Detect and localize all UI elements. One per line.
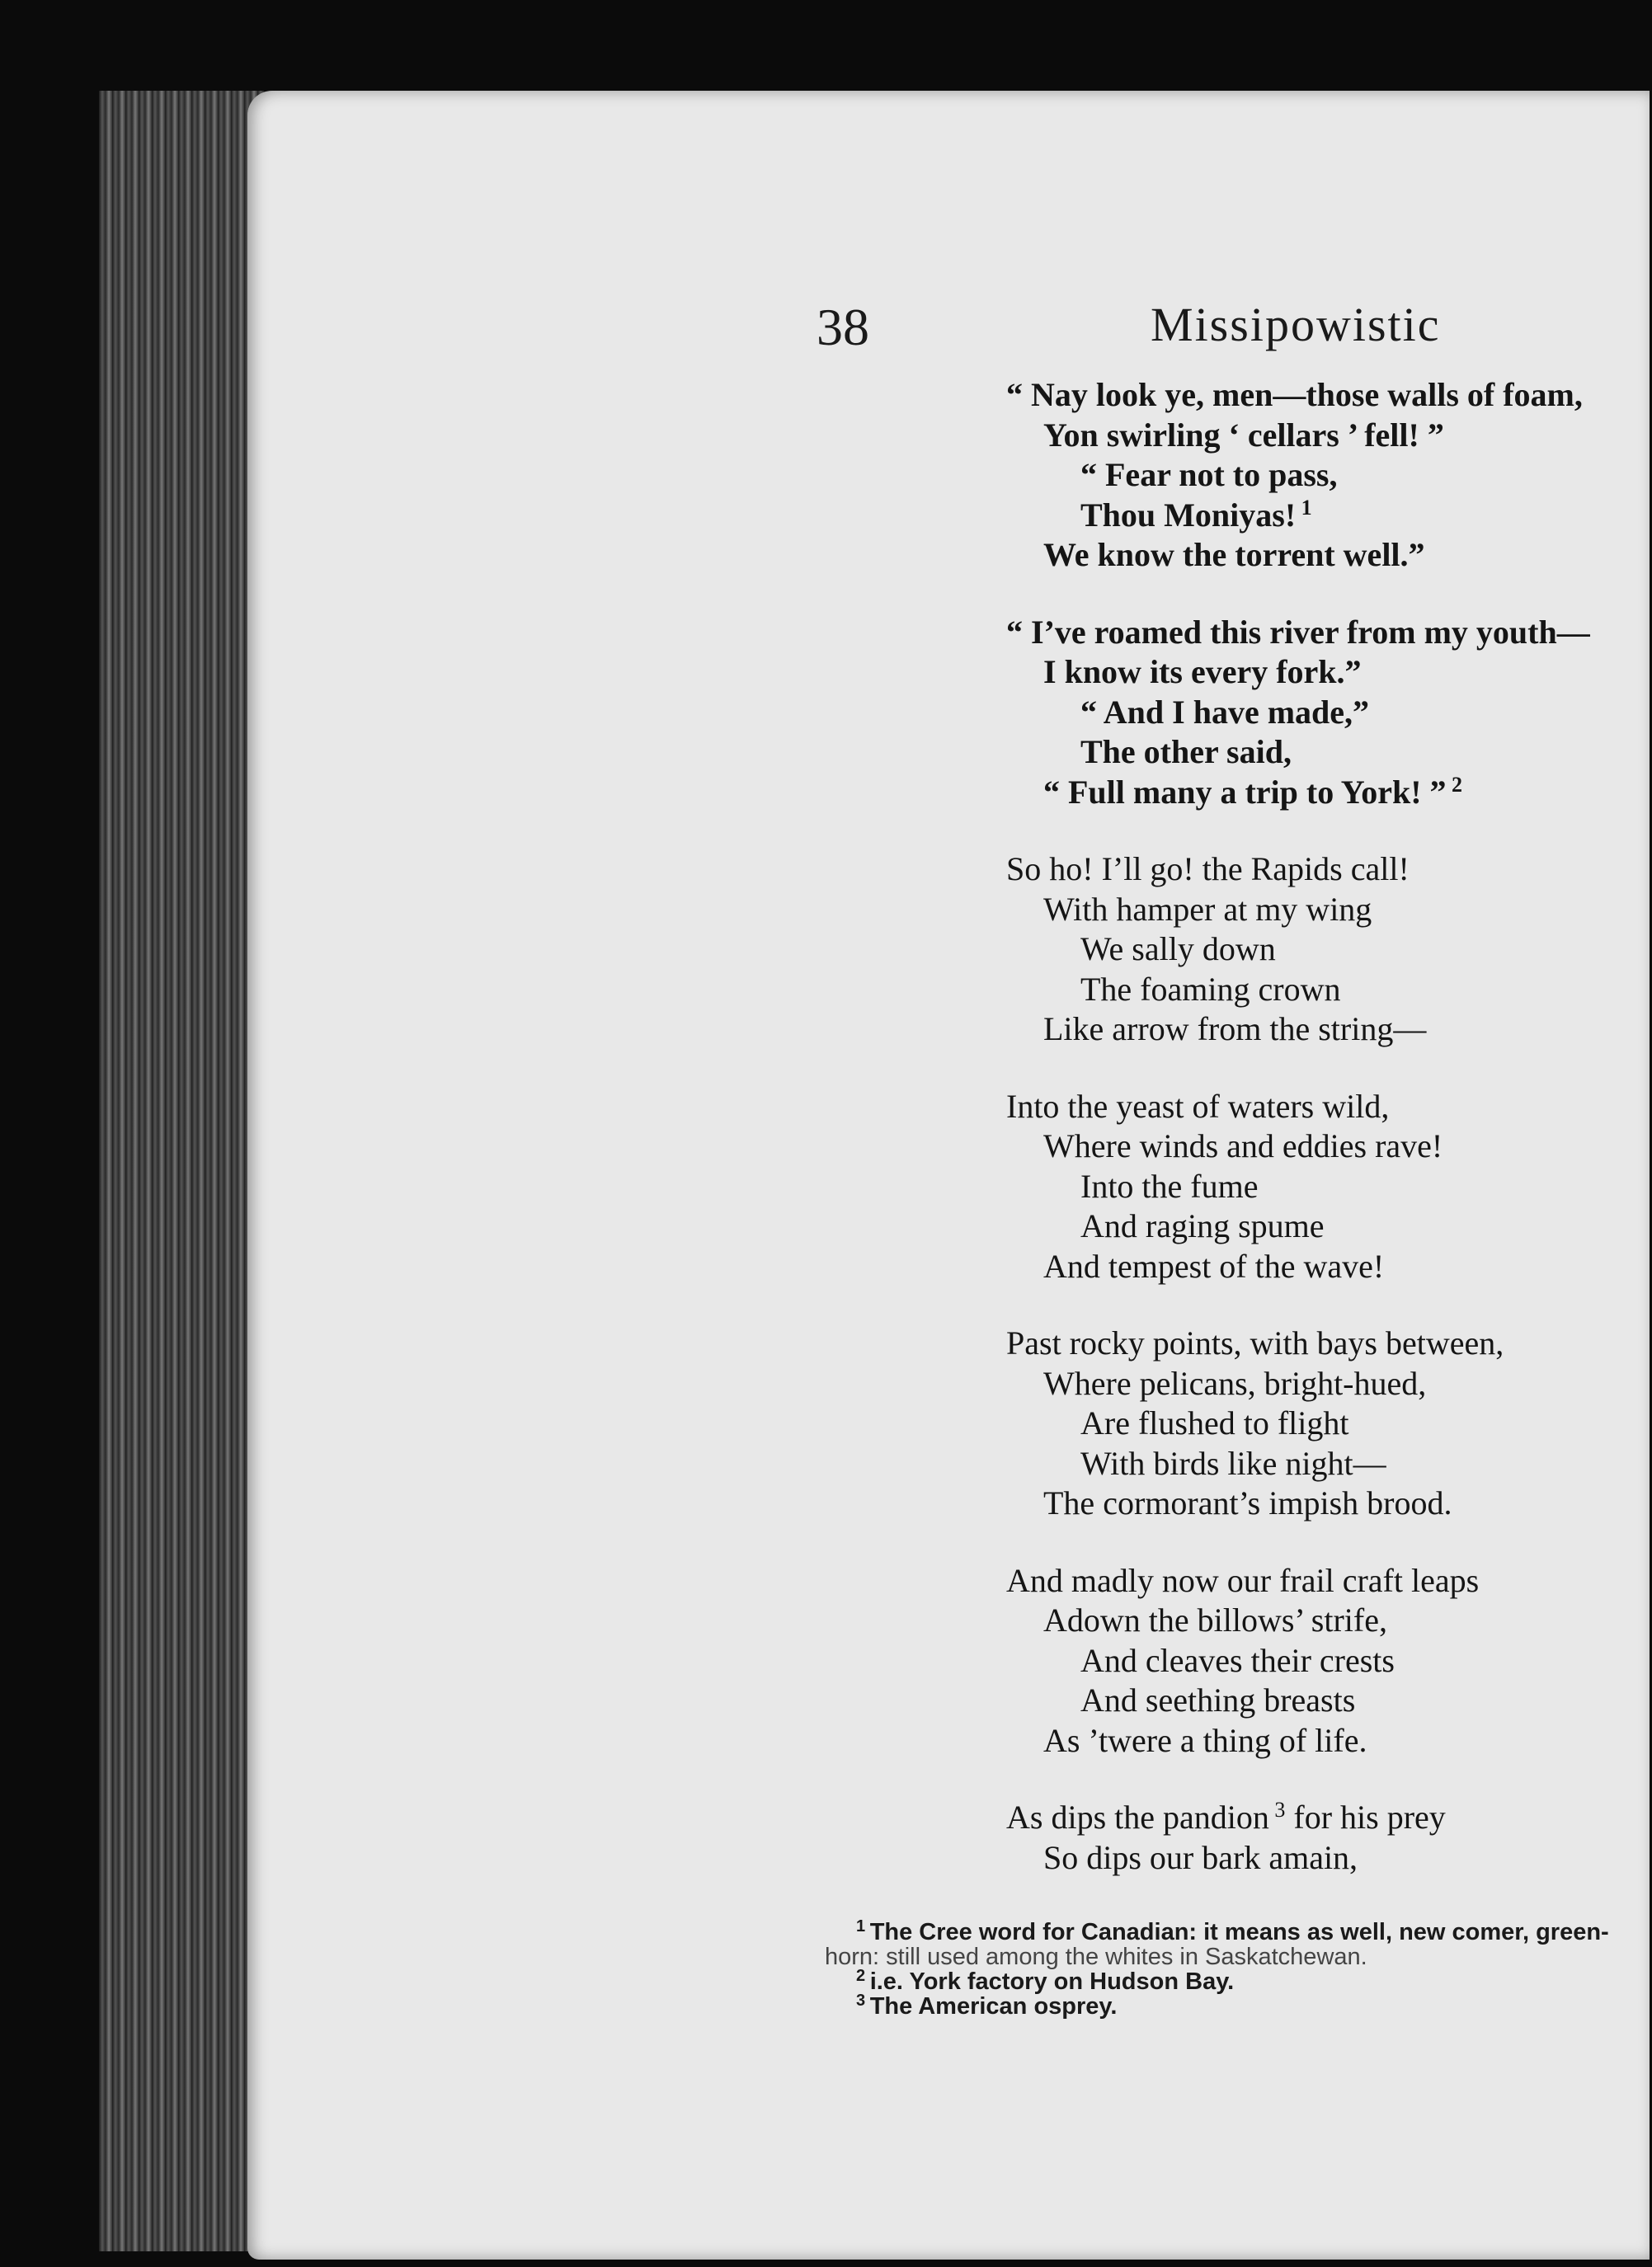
line-text: So ho! I’ll go! the Rapids call! <box>1006 850 1410 887</box>
poem <box>1006 375 1652 1915</box>
line-text: And tempest of the wave! <box>1043 1247 1385 1285</box>
poem-line <box>1006 732 1652 773</box>
line-text: “ And I have made,” <box>1080 693 1370 731</box>
line-text: Where winds and eddies rave! <box>1043 1127 1443 1164</box>
poem-line <box>1006 1444 1652 1484</box>
poem-line <box>1006 970 1652 1010</box>
poem-line <box>1006 1087 1652 1127</box>
poem-line <box>1006 1167 1652 1207</box>
line-text: And cleaves their crests <box>1080 1641 1395 1679</box>
poem-line <box>1006 693 1652 733</box>
poem-line <box>1006 416 1652 456</box>
poem-line <box>1006 1484 1652 1524</box>
footnote-ref: 3 <box>1268 1798 1286 1822</box>
line-text: Like arrow from the string— <box>1043 1010 1427 1047</box>
line-text: The other said, <box>1080 733 1292 770</box>
poem-line <box>1006 1404 1652 1444</box>
poem-line <box>1006 1721 1652 1761</box>
line-text: I know its every fork.” <box>1043 653 1362 690</box>
footnote-text: i.e. York factory on Hudson Bay. <box>869 1968 1235 1995</box>
stanza <box>1006 849 1652 1050</box>
poem-line <box>1006 1681 1652 1721</box>
poem-line <box>1006 1206 1652 1247</box>
stanza <box>1006 1561 1652 1761</box>
line-text: Yon swirling ‘ cellars ’ fell! ” <box>1043 416 1444 454</box>
line-text: We sally down <box>1080 930 1276 967</box>
poem-line <box>1006 496 1652 536</box>
poem-line <box>1006 1009 1652 1050</box>
footnote <box>825 1994 1652 2019</box>
poem-line <box>1006 1364 1652 1404</box>
poem-line <box>1006 890 1652 930</box>
line-text: Are flushed to flight <box>1080 1404 1349 1442</box>
footnote <box>825 1969 1652 1994</box>
line-text: And raging spume <box>1080 1207 1325 1244</box>
poem-line <box>1006 652 1652 693</box>
line-text: And seething breasts <box>1080 1681 1356 1719</box>
poem-line <box>1006 1838 1652 1879</box>
poem-line <box>1006 535 1652 576</box>
line-text: “ Full many a trip to York! ” <box>1043 773 1447 811</box>
line-text: As dips the pandion <box>1006 1799 1269 1836</box>
page-number: 38 <box>817 298 869 356</box>
footnote-mark: 3 <box>856 1992 870 2010</box>
poem-line <box>1006 1247 1652 1287</box>
footnote-continuation: horn: still used among the whites in Saskatchewan. <box>825 1944 1367 1970</box>
page-header <box>247 297 1650 371</box>
line-text-after: for his prey <box>1285 1799 1446 1836</box>
footnote-ref: 1 <box>1296 495 1312 520</box>
line-text: And madly now our frail craft leaps <box>1006 1561 1480 1599</box>
poem-line <box>1006 613 1652 653</box>
poem-line <box>1006 773 1652 813</box>
line-text: As ’twere a thing of life. <box>1043 1721 1367 1759</box>
stanza <box>1006 1087 1652 1287</box>
poem-line <box>1006 849 1652 890</box>
line-text: Past rocky points, with bays between, <box>1006 1324 1504 1362</box>
footnote-ref: 2 <box>1446 772 1463 797</box>
line-text: Where pelicans, bright-hued, <box>1043 1364 1427 1402</box>
poem-line <box>1006 1641 1652 1681</box>
line-text: “ Fear not to pass, <box>1080 456 1338 493</box>
stanza <box>1006 1324 1652 1524</box>
line-text: We know the torrent well.” <box>1043 536 1425 573</box>
footnote-mark: 2 <box>856 1967 870 1985</box>
book-spine-edge <box>99 91 264 2251</box>
poem-line <box>1006 1798 1652 1838</box>
footnotes <box>825 1917 1652 2020</box>
stanza <box>1006 613 1652 813</box>
footnote-text: The American osprey. <box>869 1993 1118 2020</box>
poem-line <box>1006 929 1652 970</box>
line-text: Into the yeast of waters wild, <box>1006 1087 1390 1125</box>
stanza <box>1006 375 1652 576</box>
footnote-text: The Cree word for Canadian: it means as well, new comer, green- <box>869 1919 1609 1945</box>
line-text: Into the fume <box>1080 1167 1259 1205</box>
book-page <box>247 91 1650 2260</box>
running-title: Missipowistic <box>1151 298 1441 351</box>
footnote <box>825 1917 1652 1945</box>
line-text: Thou Moniyas! <box>1080 496 1297 534</box>
stanza <box>1006 1798 1652 1878</box>
line-text: “ Nay look ye, men—those walls of foam, <box>1006 376 1583 413</box>
poem-line <box>1006 1601 1652 1641</box>
poem-line <box>1006 455 1652 496</box>
line-text: “ I’ve roamed this river from my youth— <box>1006 613 1590 651</box>
line-text: The cormorant’s impish brood. <box>1043 1484 1452 1522</box>
footnote-mark: 1 <box>856 1917 870 1935</box>
poem-line <box>1006 1561 1652 1601</box>
poem-line <box>1006 375 1652 416</box>
poem-line <box>1006 1126 1652 1167</box>
line-text: Adown the billows’ strife, <box>1043 1601 1387 1639</box>
line-text: With birds like night— <box>1080 1444 1386 1482</box>
line-text: The foaming crown <box>1080 970 1341 1008</box>
poem-line <box>1006 1324 1652 1364</box>
line-text: With hamper at my wing <box>1043 890 1372 928</box>
line-text: So dips our bark amain, <box>1043 1838 1358 1876</box>
